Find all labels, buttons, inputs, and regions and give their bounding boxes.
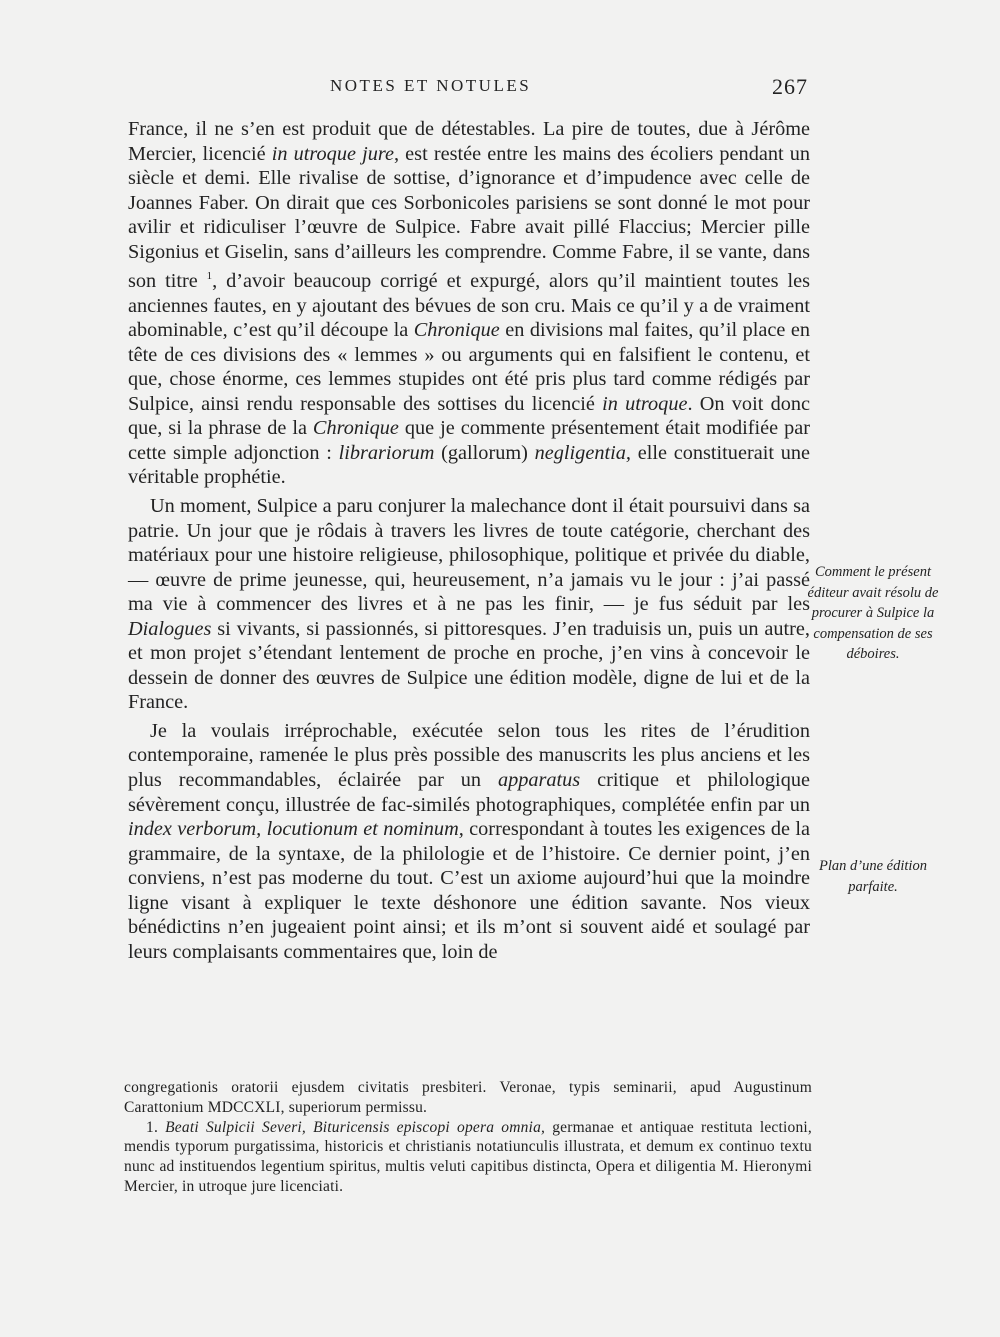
italic-run: librariorum bbox=[338, 441, 435, 464]
italic-run: Chronique bbox=[312, 417, 399, 440]
footnote-ref: 1 bbox=[206, 270, 213, 283]
text-run: en divisions mal faites, qu’il place en tête de ces divisions des « lemmes » ou arguments qui en falsifient le contenu, et que, chose énorme, ces lemmes stupides ont été pris plus tard comme rédigés par Sulpice, ainsi rendu responsable des sottises du licencié bbox=[128, 319, 810, 415]
footnote-number: 1. bbox=[146, 1118, 159, 1136]
italic-run: in utroque bbox=[602, 392, 688, 415]
text-run: que je commente présentement était modifiée par cette simple adjonction : bbox=[128, 417, 810, 464]
italic-run: negligentia, bbox=[534, 441, 631, 464]
margin-note-editor: Comment le présent éditeur avait résolu de procurer à Sulpice la compensation de ses déboires. bbox=[807, 564, 939, 662]
text-run: , d’avoir beaucoup corrigé et expurgé, alors qu’il maintient toutes les anciennes fautes, en y ajoutant des bévues de son cru. Mais ce qu’il y a de vraiment abominable, c’est qu’il découpe la bbox=[128, 270, 810, 342]
footnote-title: Beati Sulpicii Severi, Bituricensis episcopi opera omnia, bbox=[165, 1118, 546, 1136]
paragraph-3 bbox=[128, 719, 810, 964]
text-run: elle constituerait une véritable prophétie. bbox=[128, 441, 810, 489]
italic-run: index verborum, locutionum et nominum, bbox=[128, 818, 464, 841]
text-run: (gallorum) bbox=[434, 441, 535, 464]
text-run: Je la voulais irréprochable, exécutée selon tous les rites de l’érudition contemporaine, ramenée le plus près possible des manuscrits les plus anciens et les plus recommandables, éclairée par un bbox=[128, 719, 810, 791]
text-run: , est restée entre les mains des écoliers pendant un siècle et demi. Elle rivalise de sottise, d’ignorance et d’impudence avec celle de Joannes Faber. On dirait que ces Sorbonicoles parisiens se sont donné le mot pour avilir et ridiculiser l’œuvre de Sulpice. Fabre avait pillé Flaccius; Mercier pille Sigonius et Giselin, sans d’ailleurs les comprendre. Comme Fabre, il se vante, dans son titre bbox=[128, 142, 811, 293]
footnote-continuation: congregationis oratorii ejusdem civitatis presbiteri. Veronae, typis seminarii, apud Augustinum Carattonium MDCCXLI, superiorum permissu. bbox=[124, 1079, 812, 1116]
page-number: 267 bbox=[772, 74, 808, 99]
footnotes bbox=[124, 1078, 812, 1197]
italic-run: in utroque jure bbox=[271, 142, 394, 165]
running-title: NOTES ET NOTULES bbox=[330, 76, 532, 95]
text-run: Un moment, Sulpice a paru conjurer la malechance dont il était poursuivi dans sa patrie. Un jour que je rôdais à travers les livres de toute catégorie, cherchant des matériaux pour une histoire religieuse, philosophique, politique et privée du diable, — œuvre de prime jeunesse, qui, heureusement, n’a jamais vu le jour : j’ai passé ma vie à commencer des livres et à ne pas les finir, — je fus séduit par les bbox=[128, 494, 810, 616]
text-run: si vivants, si passionnés, si pittoresques. J’en traduisis un, puis un autre, et mon projet s’étendant lentement de proche en proche, j’en vins à concevoir le dessein de donner des œuvres de Sulpice une édition modèle, digne de lui et de la France. bbox=[128, 617, 810, 714]
footnote-1 bbox=[124, 1118, 812, 1197]
main-text bbox=[128, 117, 810, 964]
text-run: critique et philologique sévèrement conçu, illustrée de fac-similés photographiques, complétée enfin par un bbox=[128, 768, 810, 816]
paragraph-1 bbox=[128, 117, 810, 490]
margin-note-plan: Plan d’une édition parfaite. bbox=[819, 858, 927, 895]
italic-run: Dialogues bbox=[128, 617, 212, 640]
italic-run: Chronique bbox=[413, 319, 500, 342]
footnote-text: germanae et antiquae restituta lectioni, mendis typorum purgatissima, historicis et christianis notatiunculis illustrata, et demum ex continuo textu nunc ad instituendos legentium spiritus, multis veluti capitibus distincta, Opera et diligentia M. Hieronymi Mercier, in utroque jure licenciati. bbox=[124, 1118, 812, 1195]
text-run: France, il ne s’en est produit que de détestables. La pire de toutes, due à Jérôme Mercier, licencié bbox=[128, 118, 810, 165]
text-run: . On voit donc que, si la phrase de la bbox=[128, 392, 811, 440]
italic-run: apparatus bbox=[497, 768, 581, 791]
paragraph-2 bbox=[128, 494, 810, 715]
text-run: correspondant à toutes les exigences de la grammaire, de la syntaxe, de la philologie et de l’histoire. Ce dernier point, j’en conviens, n’est pas moderne du tout. C’est un axiome aujourd’hui que la moindre ligne visant à expliquer le texte déshonore une édition savante. Nos vieux bénédictins n’en jugeaient point ainsi; et ils m’ont si souvent aidé et soulagé par leurs complaisants commentaires que, loin de bbox=[128, 818, 810, 963]
